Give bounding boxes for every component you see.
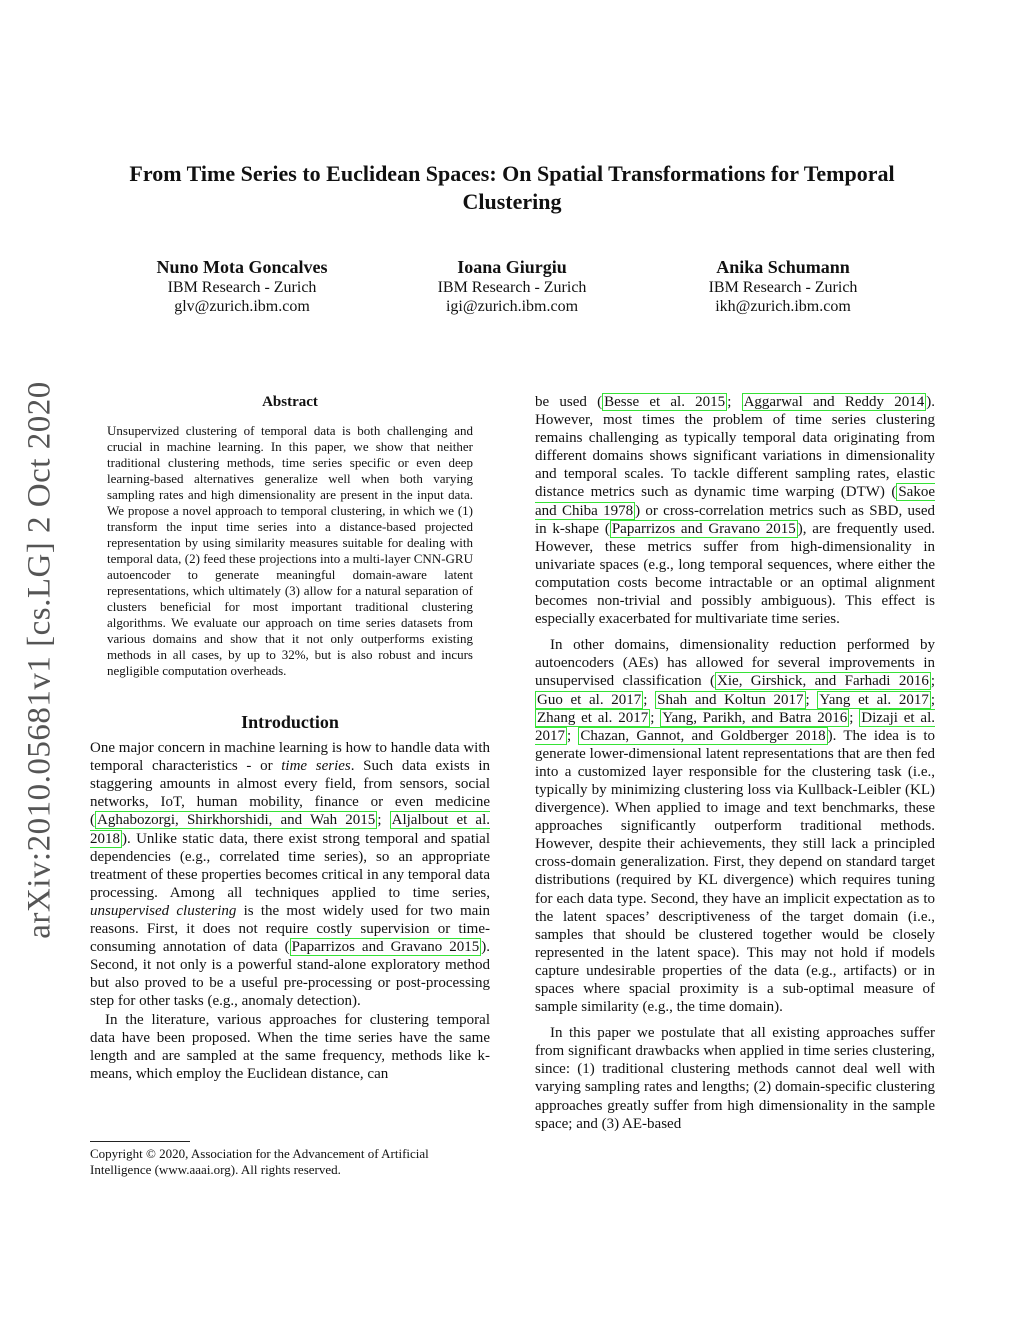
citation-link[interactable]: Shah and Koltun 2017: [657, 691, 804, 708]
citation-link[interactable]: Paparrizos and Gravano 2015: [291, 939, 480, 956]
intro-paragraph: One major concern in machine learning is how to handle data with temporal characteristics - or time series. Such data exists in staggering amounts in almost every field, from sensors, social networks, IoT, human mobility, finance or even medicine ( Aghabozorgi, Shirkhorshidi, and Wah 2015 ; Aljalbout et al. 2018 ). Unlike static data, there exist strong temporal and spatial dependencies (e.g., correlated time series), so an appropriate treatment of these properties becomes critical in any temporal data processing. Among all techniques applied to time series, unsupervised clustering is the most widely used for two main reasons. First, it does not require costly supervision or time-consuming annotation of data ( Paparrizos and Gravano 2015 ). Second, it not only is a powerful stand-alone exploratory method but also proved to be a useful pre-processing or post-processing step for other tasks (e.g., anomaly detection).: [90, 740, 491, 1010]
author-name: Anika Schumann: [716, 257, 850, 277]
citation-link[interactable]: Guo et al. 2017: [537, 691, 642, 708]
introduction-heading: Introduction: [241, 712, 339, 733]
citation-link[interactable]: Aljalbout et al. 2018: [90, 812, 491, 847]
arxiv-stamp-text: arXiv:2010.05681v1 [cs.LG] 2 Oct 2020: [21, 381, 58, 939]
footnote-rule: [90, 1141, 190, 1142]
author-affiliation: IBM Research - Zurich: [708, 279, 858, 296]
copyright-footnote: [90, 1141, 490, 1178]
author-affiliation: IBM Research - Zurich: [437, 279, 587, 296]
abstract-text: Unsupervized clustering of temporal data is both challenging and crucial in machine learning. In this paper, we show that neither traditional clustering methods, time series specific or even deep learning-based alternatives generalize well when both varying sampling rates and high dimensionality are present in the input data. We propose a novel approach to temporal clustering, in which we (1) transform the input time series into a distance-based projected representation by using similarity measures suitable for dealing with temporal data, (2) feed these projections into a multi-layer CNN-GRU autoencoder to generate meaningful domain-aware latent representations, which ultimately (3) allow for a natural separation of clusters beneficial for most important traditional clustering algorithms. We evaluate our approach on time series datasets from various domains and show that it not only outperforms existing methods in all cases, by up to 32%, but is also robust and incurs negligible computation overheads.: [107, 423, 473, 679]
citation-link[interactable]: Aghabozorgi, Shirkhorshidi, and Wah 2015: [97, 812, 376, 829]
citation-link[interactable]: Aggarwal and Reddy 2014: [743, 394, 925, 410]
author-block: [382, 256, 642, 316]
abstract-heading: Abstract: [262, 394, 318, 410]
citation-link[interactable]: Xie, Girshick, and Farhadi 2016: [717, 673, 929, 690]
paper-title: From Time Series to Euclidean Spaces: On Spatial Transformations for Temporal Clustering: [129, 161, 895, 214]
citation-link[interactable]: Sakoe and Chiba 1978: [535, 484, 935, 519]
body-paragraph: In other domains, dimensionality reduction performed by autoencoders (AEs) has allowed for several improvements in unsupervised classification ( Xie, Girshick, and Farhadi 2016 ; Guo et al. 2017 ; Shah and Koltun 2017 ; Yang et al. 2017 ; Zhang et al. 2017 ; Yang, Parikh, and Batra 2016 ; Dizaji et al. 2017 ; Chazan, Gannot, and Goldberger 2018 ). The idea is to generate lower-dimensional latent representations that are then fed into a customized layer responsible for the clustering task (i.e., typically by minimizing clustering loss via Kullback-Leibler (KL) divergence). When applied to image and text benchmarks, these approaches significantly outperform traditional methods. However, despite their achievements, they still lack a principled cross-domain generalization. First, they depend on standard target distributions (required by KL divergence) which requires tuning for each data type. Second, they have an implicit expectation as to the latent spaces’ descriptiveness of the target domain (i.e., samples that should be clustered together would be closely represented in the latent space). This may not hold if models capture undesirable properties of the data (e.g., artifacts) or in spaces where spacial proximity is a sub-optimal measure of sample similarity (e.g., the time domain).: [535, 637, 936, 1016]
body-paragraph: In this paper we postulate that all existing approaches suffer from significant drawbacks when applied in time series clustering, since: (1) traditional clustering methods cannot deal well with varying sampling rates and lengths; (2) domain-specific clustering approaches greatly suffer from high dimensionality in the sample space; and (3) AE-based: [535, 1025, 935, 1132]
body-paragraph: be used ( Besse et al. 2015 ; Aggarwal and Reddy 2014 ). However, most times the problem of time series clustering remains challenging as typically temporal data originating from different domains shows significant variations in dimensionality and temporal scales. To tackle different sampling rates, elastic distance metrics such as dynamic time warping (DTW) ( Sakoe and Chiba 1978 ) or cross-correlation metrics such as SBD, used in k-shape ( Paparrizos and Gravano 2015 ), are frequently used. However, these metrics suffer from high-dimensionality in univariate spaces (e.g., long temporal sequences, where either the computation costs become intractable or an optimal alignment becomes non-trivial and possibly ambiguous). This effect is especially exacerbated for multivariate time series.: [535, 394, 935, 628]
right-column: [535, 393, 935, 1133]
author-email: igi@zurich.ibm.com: [445, 298, 579, 315]
footnote-text: Copyright © 2020, Association for the Advancement of Artificial Intelligence (www.aaai.org). All rights reserved.: [90, 1146, 429, 1177]
left-column: [90, 393, 490, 1083]
author-affiliation: IBM Research - Zurich: [167, 279, 317, 296]
citation-link[interactable]: Zhang et al. 2017: [537, 709, 649, 726]
citation-link[interactable]: Besse et al. 2015: [604, 394, 726, 410]
citation-link[interactable]: Dizaji et al. 2017: [535, 709, 935, 744]
author-block: [653, 256, 913, 316]
author-name: Nuno Mota Goncalves: [156, 257, 328, 277]
author-block: [112, 256, 372, 316]
citation-link[interactable]: Chazan, Gannot, and Goldberger 2018: [580, 727, 826, 744]
author-name: Ioana Giurgiu: [457, 257, 567, 277]
arxiv-stamp: [16, 360, 64, 960]
intro-paragraph: In the literature, various approaches for clustering temporal data have been proposed. When the time series have the same length and are sampled at the same frequency, methods like k-means, which employ the Euclidean distance, can: [90, 1011, 490, 1082]
author-email: ikh@zurich.ibm.com: [715, 298, 851, 315]
citation-link[interactable]: Paparrizos and Gravano 2015: [611, 520, 796, 537]
citation-link[interactable]: Yang, Parikh, and Batra 2016: [662, 709, 848, 726]
author-email: glv@zurich.ibm.com: [174, 298, 310, 315]
citation-link[interactable]: Yang et al. 2017: [819, 691, 929, 708]
